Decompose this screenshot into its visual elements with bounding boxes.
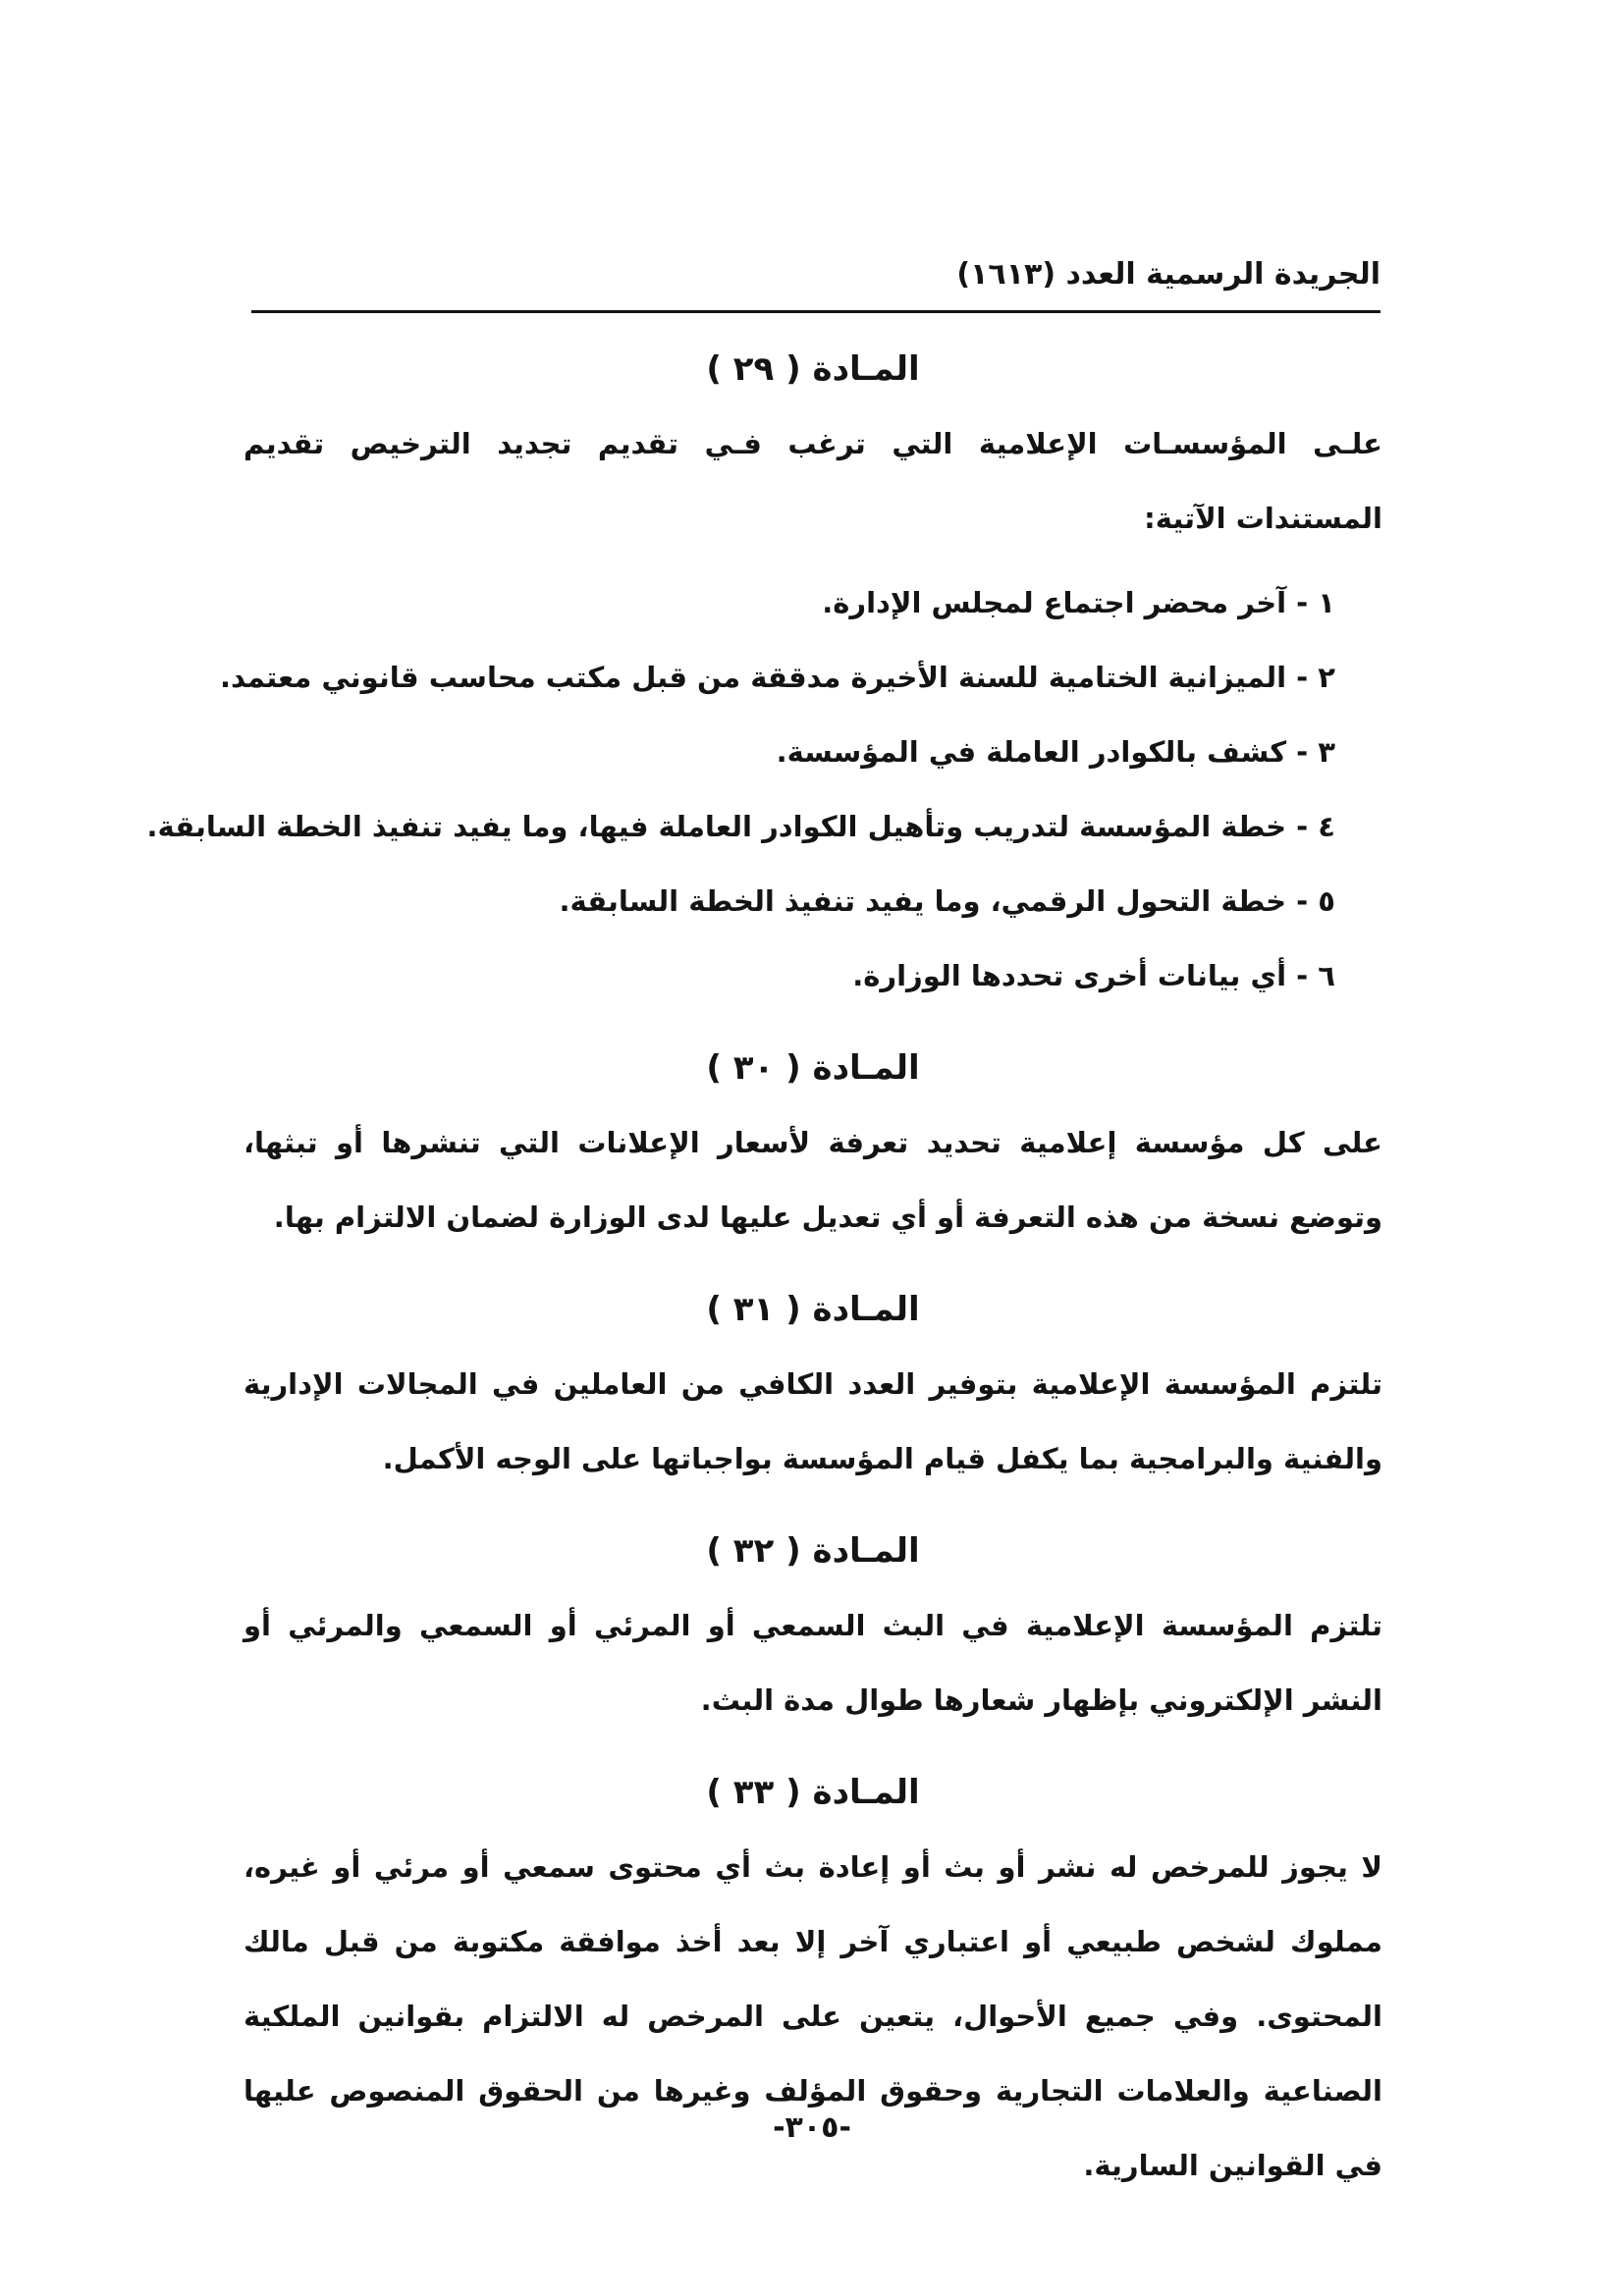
list-item: ١ - آخر محضر اجتماع لمجلس الإدارة. bbox=[822, 586, 1335, 619]
article-title: المـادة ( ٣١ ) bbox=[706, 1290, 920, 1329]
article-text: على كل مؤسسة إعلامية تحديد تعرفة لأسعار الإعلانات التي تنشرها أو تبثها، وتوضع نسخة من هذه التعرفة أو أي تعديل عليها لدى الوزارة لضمان الالتزام بها. bbox=[244, 1126, 1382, 1234]
page-content bbox=[146, 324, 1382, 2203]
article-text: لا يجوز للمرخص له نشر أو بث أو إعادة بث أي محتوى سمعي أو مرئي أو غيره، مملوك لشخص طبيعي أو اعتباري آخر إلا بعد أخذ موافقة مكتوبة من قبل مالك المحتوى. وفي جميع الأحوال، يتعين على المرخص له الالتزام بقوانين الملكية الصناعية والعلامات التجارية وحقوق المؤلف وغيرها من الحقوق المنصوص عليها في القوانين السارية. bbox=[244, 1850, 1382, 2182]
article-31 bbox=[244, 1272, 1382, 1496]
list-item: ٦ - أي بيانات أخرى تحددها الوزارة. bbox=[852, 959, 1335, 992]
list-item: ٥ - خطة التحول الرقمي، وما يفيد تنفيذ الخطة السابقة. bbox=[559, 884, 1335, 918]
article-title: المـادة ( ٣٣ ) bbox=[706, 1773, 920, 1812]
article-text: تلتزم المؤسسة الإعلامية في البث السمعي أو المرئي أو السمعي والمرئي أو النشر الإلكتروني بإظهار شعارها طوال مدة البث. bbox=[244, 1609, 1382, 1717]
article-title: المـادة ( ٣٠ ) bbox=[706, 1048, 920, 1088]
page-header bbox=[251, 251, 1380, 313]
article-title: المـادة ( ٣٢ ) bbox=[706, 1531, 920, 1571]
article-text: تلتزم المؤسسة الإعلامية بتوفير العدد الكافي من العاملين في المجالات الإدارية والفنية والبرامجية بما يكفل قيام المؤسسة بواجباتها على الوجه الأكمل. bbox=[244, 1367, 1382, 1475]
article-29 bbox=[146, 332, 1382, 1013]
list-item: ٢ - الميزانية الختامية للسنة الأخيرة مدققة من قبل مكتب محاسب قانوني معتمد. bbox=[219, 661, 1335, 694]
list-item: ٣ - كشف بالكوادر العاملة في المؤسسة. bbox=[776, 735, 1335, 769]
article-30 bbox=[244, 1031, 1382, 1255]
page-number: -٣٠٥- bbox=[773, 2110, 851, 2145]
article-32 bbox=[244, 1514, 1382, 1737]
gazette-issue-title: الجريدة الرسمية العدد (١٦١٣) bbox=[956, 257, 1380, 292]
documents-list bbox=[146, 565, 1382, 1013]
article-intro: علـى المؤسسـات الإعلامية التي ترغب فـي تقديم تجديد الترخيص تقديم المستندات الآتية: bbox=[244, 427, 1382, 535]
list-item: ٤ - خطة المؤسسة لتدريب وتأهيل الكوادر العاملة فيها، وما يفيد تنفيذ الخطة السابقة. bbox=[146, 810, 1335, 843]
article-title: المـادة ( ٢٩ ) bbox=[706, 349, 920, 389]
